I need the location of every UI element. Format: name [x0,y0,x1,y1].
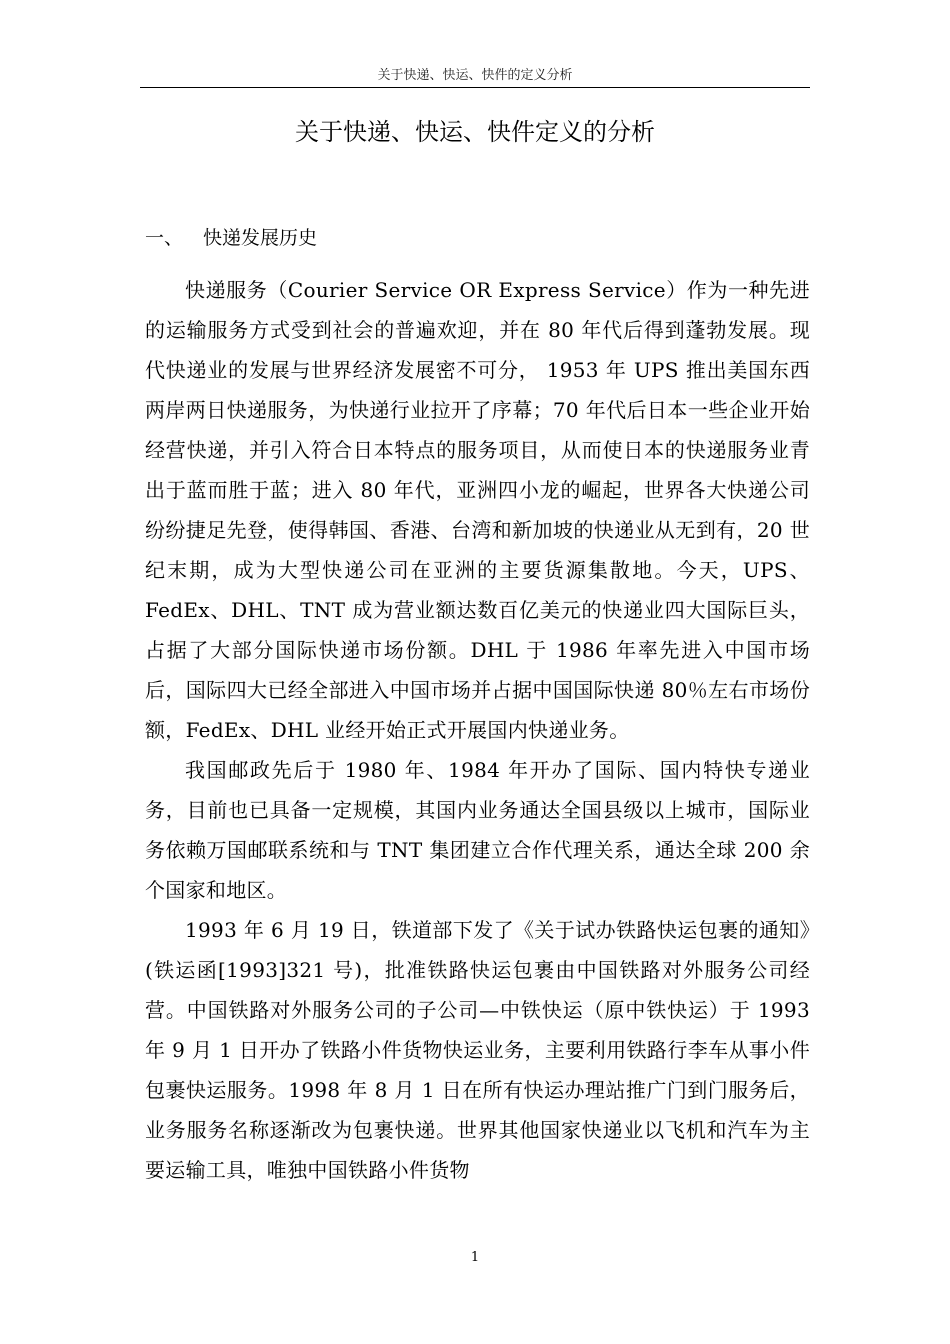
paragraph-2: 我国邮政先后于 1980 年、1984 年开办了国际、国内特快专递业务，目前也已具备一定规模，其国内业务通达全国县级以上城市，国际业务依赖万国邮联系统和与 TNT 集团建立合作代理关系，通达全球 200 余个国家和地区。 [145,758,810,902]
header-rule [140,87,810,88]
section-number: 一、 [145,227,184,249]
section-heading-text: 快递发展历史 [203,227,318,249]
paragraph-3: 1993 年 6 月 19 日，铁道部下发了《关于试办铁路快运包裹的通知》(铁运函[1993]321 号)，批准铁路快运包裹由中国铁路对外服务公司经营。中国铁路对外服务公司的子公司—中铁快运（原中铁快运）于 1993 年 9 月 1 日开办了铁路小件货物快运业务，主要利用铁路行李车从事小件包裹快运服务。1998 年 8 月 1 日在所有快运办理站推广门到门服务后，业务服务名称逐渐改为包裹快递。世界其他国家快递业以飞机和汽车为主要运输工具，唯独中国铁路小件货物 [145,918,810,1182]
page-number: 1 [470,1250,480,1265]
running-header: 关于快递、快运、快件的定义分析 [377,68,573,83]
document-title: 关于快递、快运、快件定义的分析 [295,118,655,146]
section-heading [145,224,317,252]
paragraph-1: 快递服务（Courier Service OR Express Service）作为一种先进的运输服务方式受到社会的普遍欢迎，并在 80 年代后得到蓬勃发展。现代快递业的发展与世界经济发展密不可分， 1953 年 UPS 推出美国东西两岸两日快递服务，为快递行业拉开了序幕；70 年代后日本一些企业开始经营快递，并引入符合日本特点的服务项目，从而使日本的快递服务业青出于蓝而胜于蓝；进入 80 年代，亚洲四小龙的崛起，世界各大快递公司纷纷捷足先登，使得韩国、香港、台湾和新加坡的快递业从无到有，20 世纪末期，成为大型快递公司在亚洲的主要货源集散地。今天，UPS、FedEx、DHL、TNT 成为营业额达数百亿美元的快递业四大国际巨头，占据了大部分国际快递市场份额。DHL 于 1986 年率先进入中国市场后，国际四大已经全部进入中国市场并占据中国国际快递 80％左右市场份额，FedEx、DHL 业经开始正式开展国内快递业务。 [145,278,810,742]
body-text [145,270,810,1190]
